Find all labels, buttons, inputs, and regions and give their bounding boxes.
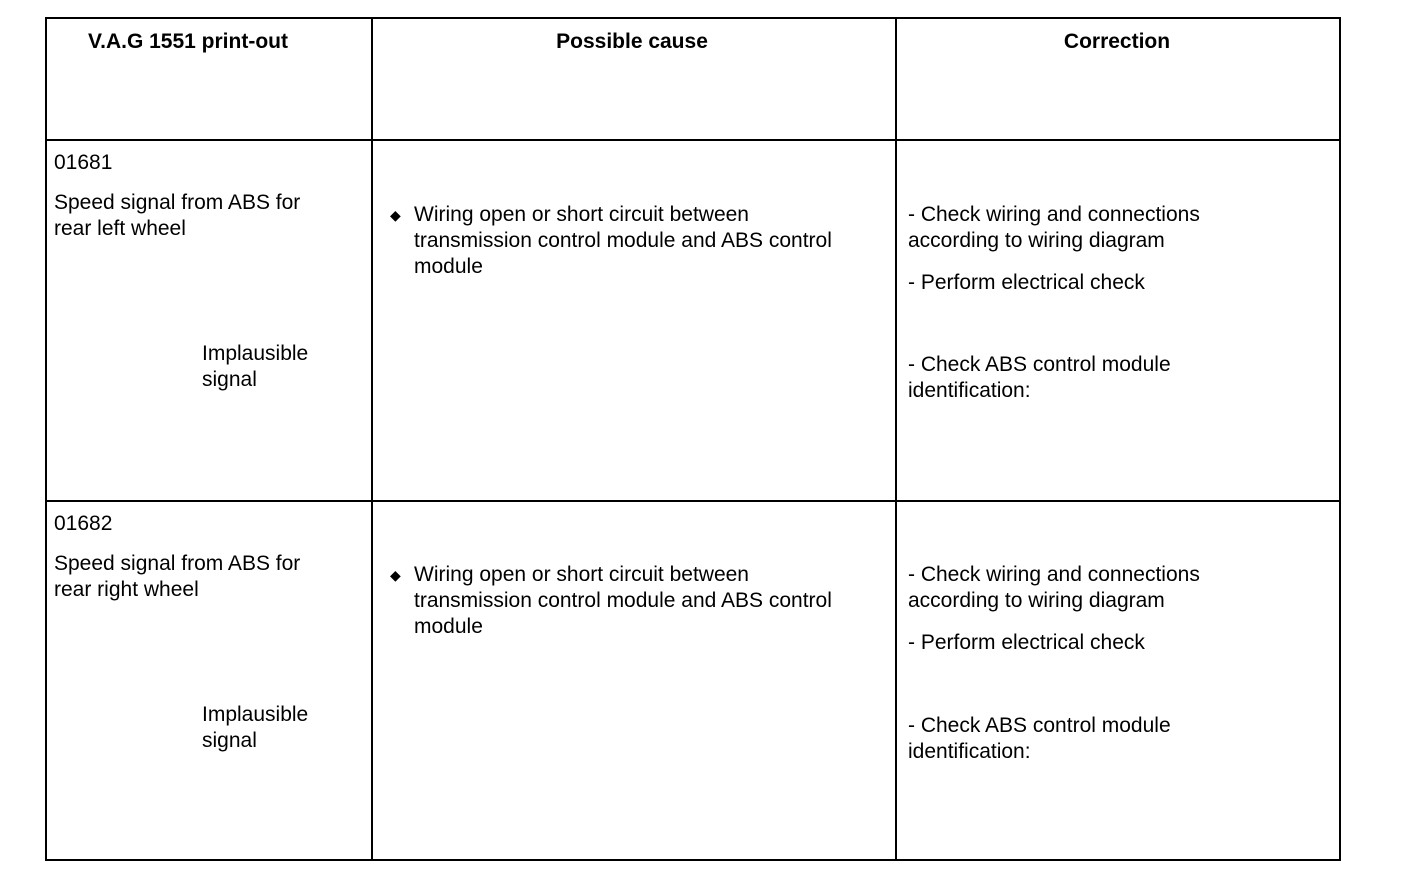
cause-line: transmission control module and ABS control <box>414 229 832 252</box>
header-printout: V.A.G 1551 print-out <box>88 30 288 53</box>
diamond-bullet-icon: ◆ <box>390 567 401 583</box>
fault-description-line: rear left wheel <box>54 217 186 240</box>
header-correction: Correction <box>1063 30 1171 53</box>
fault-status-line: signal <box>202 368 257 391</box>
correction-line: according to wiring diagram <box>908 589 1165 612</box>
fault-description-line: rear right wheel <box>54 578 199 601</box>
correction-line: - Perform electrical check <box>908 271 1145 294</box>
fault-code: 01682 <box>54 512 113 535</box>
cause-line: module <box>414 615 483 638</box>
correction-line: - Check wiring and connections <box>908 203 1200 226</box>
correction-line: identification: <box>908 740 1031 763</box>
fault-table <box>45 17 1341 861</box>
column-divider <box>895 19 897 859</box>
cause-line: transmission control module and ABS control <box>414 589 832 612</box>
row-divider <box>47 500 1339 502</box>
column-divider <box>371 19 373 859</box>
cause-line: Wiring open or short circuit between <box>414 563 749 586</box>
fault-status-line: Implausible <box>202 703 309 726</box>
correction-line: - Check ABS control module <box>908 714 1171 737</box>
fault-description-line: Speed signal from ABS for <box>54 191 301 214</box>
correction-line: - Check ABS control module <box>908 353 1171 376</box>
cause-line: Wiring open or short circuit between <box>414 203 749 226</box>
correction-line: - Perform electrical check <box>908 631 1145 654</box>
cause-line: module <box>414 255 483 278</box>
diamond-bullet-icon: ◆ <box>390 207 401 223</box>
fault-code: 01681 <box>54 151 113 174</box>
correction-line: according to wiring diagram <box>908 229 1165 252</box>
header-cause: Possible cause <box>556 30 708 53</box>
correction-line: identification: <box>908 379 1031 402</box>
fault-description-line: Speed signal from ABS for <box>54 552 301 575</box>
fault-status-line: signal <box>202 729 257 752</box>
row-divider <box>47 139 1339 141</box>
correction-line: - Check wiring and connections <box>908 563 1200 586</box>
fault-status-line: Implausible <box>202 342 309 365</box>
